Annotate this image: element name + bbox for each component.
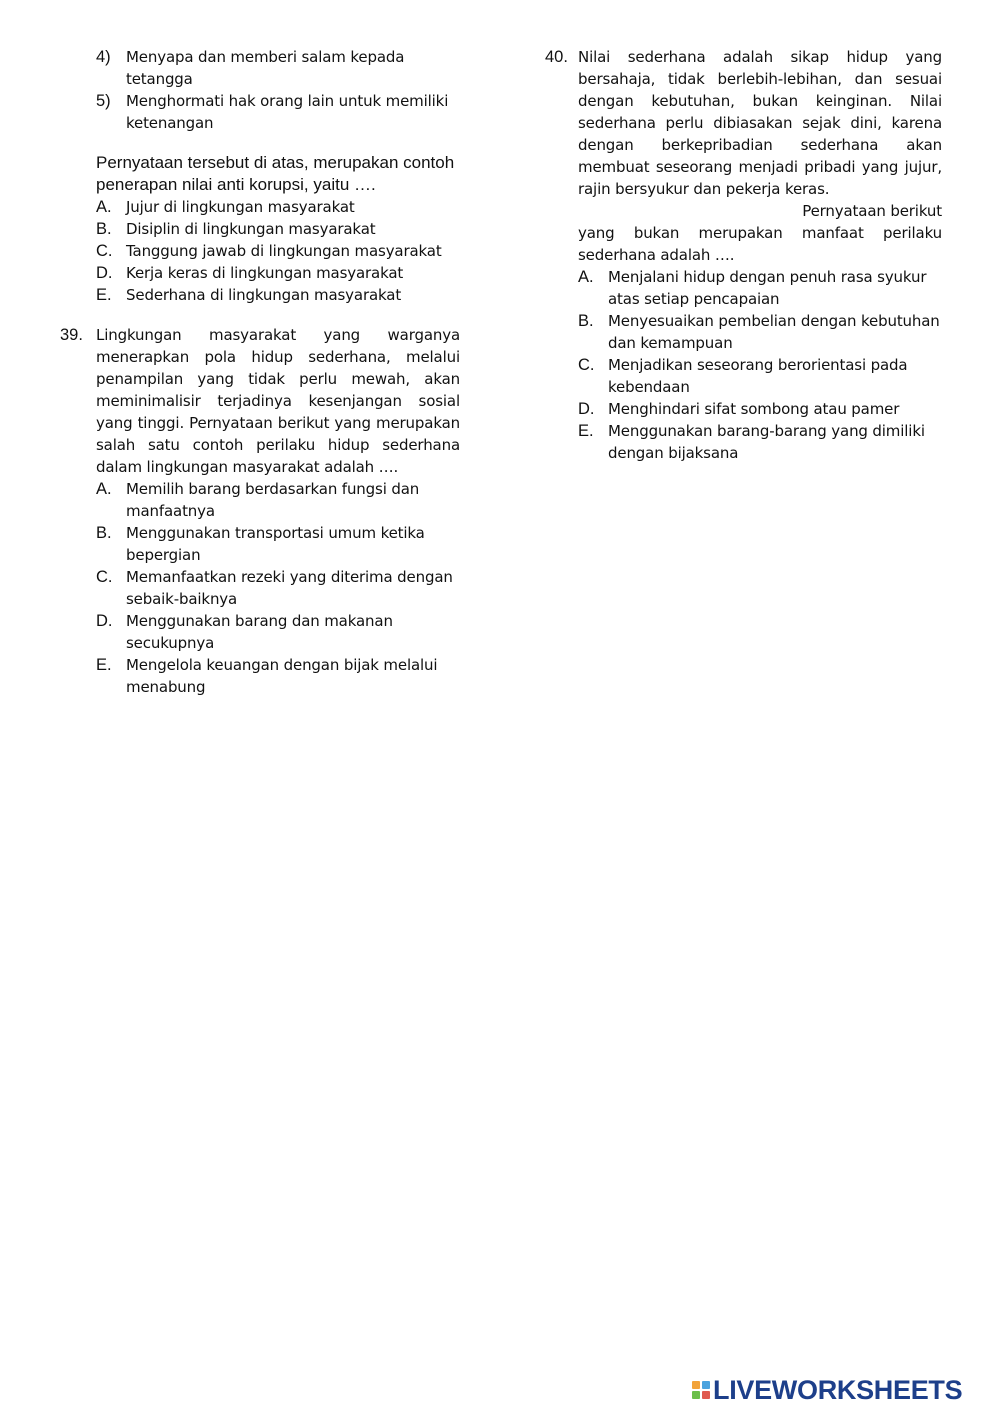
option-c[interactable] [60, 240, 460, 262]
option-d[interactable] [60, 262, 460, 284]
option-text: Menggunakan barang dan makanan secukupnya [126, 612, 393, 652]
question-39-text: Lingkungan masyarakat yang warganya menerapkan pola hidup sederhana, melalui penampilan yang tidak perlu mewah, akan meminimalisir terjadinya kesenjangan sosial yang tinggi. Pernyataan berikut yang merupakan salah satu contoh perilaku hidup sederhana dalam lingkungan masyarakat adalah …. [96, 326, 460, 476]
option-letter: D. [96, 264, 113, 282]
option-b[interactable] [60, 522, 460, 566]
option-e[interactable] [60, 284, 460, 306]
option-b[interactable] [60, 218, 460, 240]
option-text: Menjadikan seseorang berorientasi pada kebendaan [608, 356, 908, 396]
statement-text: Menyapa dan memberi salam kepada tetangga [126, 48, 405, 88]
question-40-text-mid: Pernyataan berikut [802, 202, 942, 220]
option-b[interactable] [545, 310, 942, 354]
option-a[interactable] [60, 478, 460, 522]
option-letter: A. [96, 480, 112, 498]
option-letter: B. [96, 220, 112, 238]
option-letter: E. [578, 422, 594, 440]
question-40 [545, 46, 942, 266]
option-e[interactable] [60, 654, 460, 698]
option-letter: D. [578, 400, 595, 418]
question-40-options [545, 266, 942, 464]
question-39 [60, 324, 460, 478]
option-d[interactable] [60, 610, 460, 654]
statement-item-5 [60, 90, 460, 134]
option-letter: E. [96, 656, 112, 674]
liveworksheets-logo-icon [692, 1381, 710, 1399]
option-text: Kerja keras di lingkungan masyarakat [126, 264, 404, 282]
option-e[interactable] [545, 420, 942, 464]
option-letter: A. [96, 198, 112, 216]
option-d[interactable] [545, 398, 942, 420]
option-text: Menjalani hidup dengan penuh rasa syukur atas setiap pencapaian [608, 268, 927, 308]
liveworksheets-watermark [692, 1376, 962, 1404]
question-40-text-end: yang bukan merupakan manfaat perilaku sederhana adalah …. [578, 224, 942, 264]
right-column [545, 46, 942, 464]
option-c[interactable] [545, 354, 942, 398]
option-text: Menyesuaikan pembelian dengan kebutuhan dan kemampuan [608, 312, 940, 352]
watermark-text: LIVEWORKSHEETS [713, 1374, 963, 1405]
option-a[interactable] [545, 266, 942, 310]
option-letter: C. [96, 242, 113, 260]
option-letter: D. [96, 612, 113, 630]
question-40-text-main: Nilai sederhana adalah sikap hidup yang bersahaja, tidak berlebih-lebihan, dan sesuai dengan kebutuhan, bukan keinginan. Nilai sederhana perlu dibiasakan sejak dini, karena dengan berkepribadian sederhana akan membuat seseorang menjadi pribadi yang jujur, rajin bersyukur dan pekerja keras. [578, 48, 942, 198]
option-text: Menghindari sifat sombong atau pamer [608, 400, 900, 418]
question-number: 40. [545, 48, 568, 66]
option-text: Menggunakan transportasi umum ketika bepergian [126, 524, 425, 564]
option-letter: A. [578, 268, 594, 286]
left-column [60, 46, 460, 698]
option-letter: B. [96, 524, 112, 542]
option-letter: C. [578, 356, 595, 374]
statement-number: 5) [96, 92, 111, 110]
statement-number: 4) [96, 48, 111, 66]
question-38-options [60, 196, 460, 306]
option-text: Memilih barang berdasarkan fungsi dan manfaatnya [126, 480, 420, 520]
question-number: 39. [60, 326, 83, 344]
option-letter: B. [578, 312, 594, 330]
option-text: Memanfaatkan rezeki yang diterima dengan sebaik-baiknya [126, 568, 453, 608]
option-letter: C. [96, 568, 113, 586]
statement-text: Menghormati hak orang lain untuk memiliki ketenangan [126, 92, 449, 132]
option-text: Jujur di lingkungan masyarakat [126, 198, 355, 216]
question-39-options [60, 478, 460, 698]
option-text: Sederhana di lingkungan masyarakat [126, 286, 402, 304]
option-text: Menggunakan barang-barang yang dimiliki dengan bijaksana [608, 422, 925, 462]
option-text: Mengelola keuangan dengan bijak melalui menabung [126, 656, 438, 696]
statement-item-4 [60, 46, 460, 90]
option-text: Disiplin di lingkungan masyarakat [126, 220, 376, 238]
option-letter: E. [96, 286, 112, 304]
option-a[interactable] [60, 196, 460, 218]
option-c[interactable] [60, 566, 460, 610]
question-38-stem: Pernyataan tersebut di atas, merupakan contoh penerapan nilai anti korupsi, yaitu …. [96, 153, 455, 194]
option-text: Tanggung jawab di lingkungan masyarakat [126, 242, 442, 260]
